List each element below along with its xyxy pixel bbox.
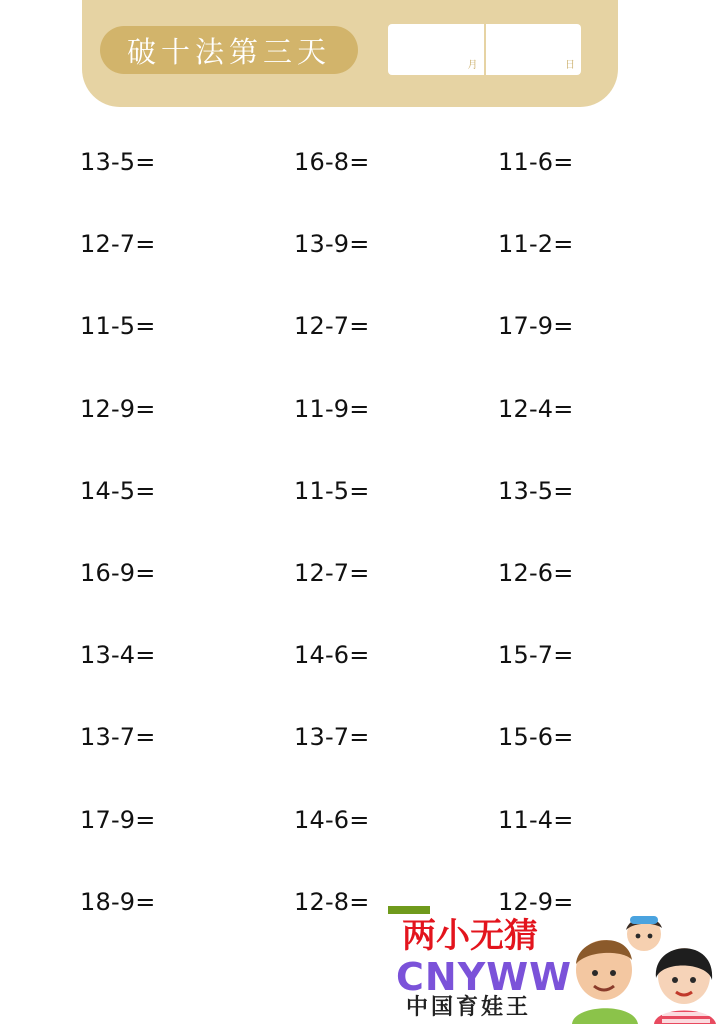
problem: 11-5= <box>80 312 156 341</box>
problem: 12-4= <box>498 394 574 423</box>
day-input[interactable] <box>484 24 582 75</box>
watermark-brand: CNYWW <box>396 955 573 999</box>
watermark-accent-bar <box>388 906 430 914</box>
problem: 18-9= <box>80 887 156 916</box>
problem: 15-6= <box>498 723 574 752</box>
problem: 12-6= <box>498 558 574 587</box>
problem: 17-9= <box>498 312 574 341</box>
problem-grid <box>80 144 680 966</box>
problem: 14-5= <box>80 476 156 505</box>
problem: 12-7= <box>294 558 370 587</box>
watermark-subtitle: 中国育娃王 <box>406 995 532 1020</box>
month-input[interactable] <box>388 24 484 75</box>
cartoon-family-icon <box>566 906 720 1024</box>
problem: 15-7= <box>498 641 574 670</box>
page-title: 破十法第三天 <box>100 26 358 74</box>
problem: 11-5= <box>294 476 370 505</box>
problem: 13-5= <box>80 148 156 176</box>
problem: 16-8= <box>294 148 370 176</box>
date-field[interactable] <box>388 24 581 75</box>
problem: 12-9= <box>498 887 574 916</box>
problem: 13-4= <box>80 641 156 670</box>
problem: 12-9= <box>80 394 156 423</box>
problem: 13-9= <box>294 230 370 259</box>
problem: 12-7= <box>294 312 370 341</box>
day-label: 日 <box>565 60 575 71</box>
watermark-slogan: 两小无猜 <box>402 916 538 956</box>
problem: 11-6= <box>498 148 574 176</box>
watermark <box>386 906 720 1024</box>
problem: 14-6= <box>294 641 370 670</box>
problem: 12-8= <box>294 887 370 916</box>
problem: 17-9= <box>80 805 156 834</box>
problem: 11-2= <box>498 230 574 259</box>
problem: 12-7= <box>80 230 156 259</box>
problem: 11-4= <box>498 805 574 834</box>
problem: 13-7= <box>294 723 370 752</box>
problem: 11-9= <box>294 394 370 423</box>
problem: 14-6= <box>294 805 370 834</box>
problem: 13-5= <box>498 476 574 505</box>
month-label: 月 <box>467 60 478 71</box>
problem: 16-9= <box>80 558 156 587</box>
problem: 13-7= <box>80 723 156 752</box>
